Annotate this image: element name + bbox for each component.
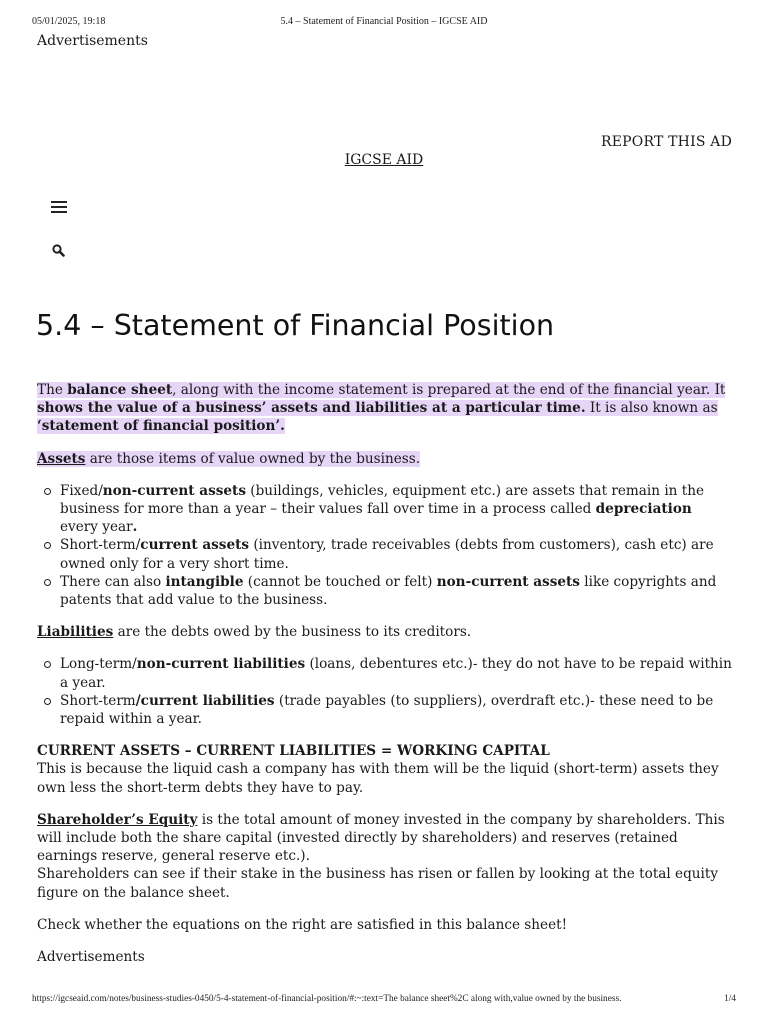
print-url: https://igcseaid.com/notes/business-studies-0450/5-4-statement-of-financial-position/#:~:text=The balance sheet%2C along with,value owned by the business. bbox=[32, 994, 622, 1004]
print-timestamp: 05/01/2025, 19:18 bbox=[32, 16, 106, 27]
term-statement-of-financial-position: ‘statement of financial position’. bbox=[37, 418, 285, 435]
key-definition: shows the value of a business’ assets and liabilities at a particular time. bbox=[37, 400, 586, 417]
advertisements-label-top: Advertisements bbox=[37, 33, 148, 49]
print-footer bbox=[32, 994, 736, 1006]
term-liabilities: Liabilities bbox=[37, 624, 114, 641]
assets-list bbox=[37, 482, 734, 609]
menu-icon[interactable] bbox=[51, 201, 67, 215]
print-page-title: 5.4 – Statement of Financial Position – IGCSE AID bbox=[280, 16, 488, 27]
check-equations-text: Check whether the equations on the right are satisfied in this balance sheet! bbox=[37, 916, 568, 933]
intro-paragraph bbox=[37, 381, 734, 436]
site-title-link[interactable]: IGCSE AID bbox=[344, 152, 424, 168]
liabilities-definition: Liabilities are the debts owed by the business to its creditors. bbox=[37, 624, 472, 641]
highlighted-text: The balance sheet, along with the income statement is prepared at the end of the financial year. It shows the value of a business’ assets and liabilities at a particular time. It is also known as ‘statement of financial position’. bbox=[37, 382, 726, 435]
liabilities-list bbox=[37, 655, 734, 728]
list-item: There can also intangible (cannot be touched or felt) non-current assets like copyrights and patents that add value to the business. bbox=[60, 573, 734, 609]
page-title: 5.4 – Statement of Financial Position bbox=[36, 309, 555, 342]
search-icon[interactable] bbox=[51, 243, 67, 259]
list-item: Fixed/non-current assets (buildings, vehicles, equipment etc.) are assets that remain in the business for more than a year – their values fall over time in a process called depreciation every year. bbox=[60, 482, 734, 537]
article-content bbox=[37, 381, 734, 966]
equity-definition: Shareholder’s Equity is the total amount of money invested in the company by shareholders. This will include both the share capital (invested directly by shareholders) and reserves (retained earnings reserve, general reserve etc.). bbox=[37, 811, 725, 865]
advertisements-label-bottom: Advertisements bbox=[37, 949, 145, 966]
print-header bbox=[32, 16, 736, 30]
page-number: 1/4 bbox=[724, 994, 736, 1004]
term-balance-sheet: balance sheet bbox=[67, 382, 173, 398]
equity-explanation: Shareholders can see if their stake in the business has risen or fallen by looking at the total equity figure on the balance sheet. bbox=[37, 866, 719, 901]
report-ad-link[interactable]: REPORT THIS AD bbox=[601, 134, 732, 150]
assets-definition: Assets are those items of value owned by the business. bbox=[37, 450, 421, 467]
list-item: Short-term/current liabilities (trade payables (to suppliers), overdraft etc.)- these need to be repaid within a year. bbox=[60, 692, 734, 728]
term-assets: Assets bbox=[37, 450, 86, 467]
list-item: Long-term/non-current liabilities (loans, debentures etc.)- they do not have to be repaid within a year. bbox=[60, 655, 734, 691]
list-item: Short-term/current assets (inventory, trade receivables (debts from customers), cash etc) are owned only for a very short time. bbox=[60, 536, 734, 572]
working-capital-formula: CURRENT ASSETS – CURRENT LIABILITIES = WORKING CAPITAL bbox=[37, 743, 550, 760]
working-capital-explanation: This is because the liquid cash a company has with them will be the liquid (short-term) assets they own less the short-term debts they have to pay. bbox=[37, 761, 719, 796]
term-shareholders-equity: Shareholder’s Equity bbox=[37, 811, 198, 828]
